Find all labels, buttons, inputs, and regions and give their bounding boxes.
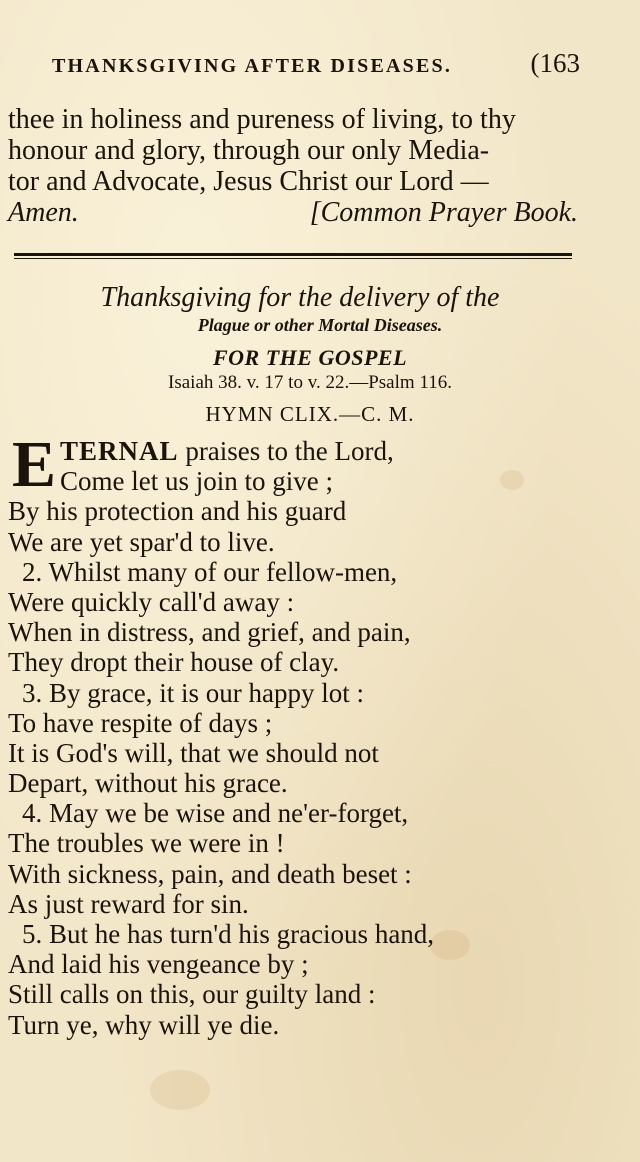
hymn-line: With sickness, pain, and death beset : <box>8 858 412 889</box>
source-citation: [Common Prayer Book. <box>309 197 578 228</box>
prayer-line: thee in holiness and pureness of living, to thy <box>8 104 516 135</box>
prayer-closing <box>8 197 578 228</box>
hymn-line: When in distress, and grief, and pain, <box>8 617 411 648</box>
hymn-line <box>8 436 588 466</box>
hymn-line: 4. May we be wise and ne'er-forget, <box>22 798 409 829</box>
hymn-line: We are yet spar'd to live. <box>8 526 275 557</box>
hymn-line: 2. Whilst many of our fellow-men, <box>22 556 398 587</box>
prayer-line: honour and glory, through our only Media- <box>8 135 490 166</box>
hymn-line: Come let us join to give ; <box>60 466 334 497</box>
hymn-line: As just reward for sin. <box>8 888 249 919</box>
hymn-line: By his protection and his guard <box>8 496 347 527</box>
hymn-line: It is God's will, that we should not <box>8 737 379 768</box>
paper-stain <box>150 1070 210 1110</box>
hymn-line: And laid his vengeance by ; <box>8 949 309 980</box>
drop-cap: E <box>12 428 57 501</box>
section-title: Thanksgiving for the delivery of the <box>100 282 500 313</box>
amen: Amen. <box>8 197 79 228</box>
page-number: (163 <box>530 48 580 78</box>
hymn-first-word: TERNAL <box>60 436 179 466</box>
prayer-ending <box>8 104 578 228</box>
hymn-line: Were quickly call'd away : <box>8 586 295 617</box>
section-divider <box>14 253 572 259</box>
hymn-heading: HYMN CLIX.—C. M. <box>205 402 415 426</box>
hymn-text <box>8 428 588 1040</box>
hymn-line: The troubles we were in ! <box>8 828 285 859</box>
hymn-line: They dropt their house of clay. <box>8 647 340 678</box>
hymn-line: Depart, without his grace. <box>8 768 288 799</box>
section-subtitle: Plague or other Mortal Diseases. <box>197 315 443 335</box>
hymn-line: 5. But he has turn'd his gracious hand, <box>22 919 435 949</box>
tune-name: FOR THE GOSPEL <box>212 345 408 370</box>
hymn-line: Turn ye, why will ye die. <box>8 1009 280 1040</box>
hymn-line: 3. By grace, it is our happy lot : <box>22 677 364 708</box>
hymn-line: Still calls on this, our guilty land : <box>8 979 376 1010</box>
hymn-line: To have respite of days ; <box>8 707 273 738</box>
running-title: THANKSGIVING AFTER DISEASES. <box>52 55 453 77</box>
prayer-line: tor and Advocate, Jesus Christ our Lord — <box>8 166 489 197</box>
scripture-reference: Isaiah 38. v. 17 to v. 22.—Psalm 116. <box>168 372 452 393</box>
running-head <box>52 48 580 79</box>
hymn-first-line-rest: praises to the Lord, <box>178 436 394 466</box>
